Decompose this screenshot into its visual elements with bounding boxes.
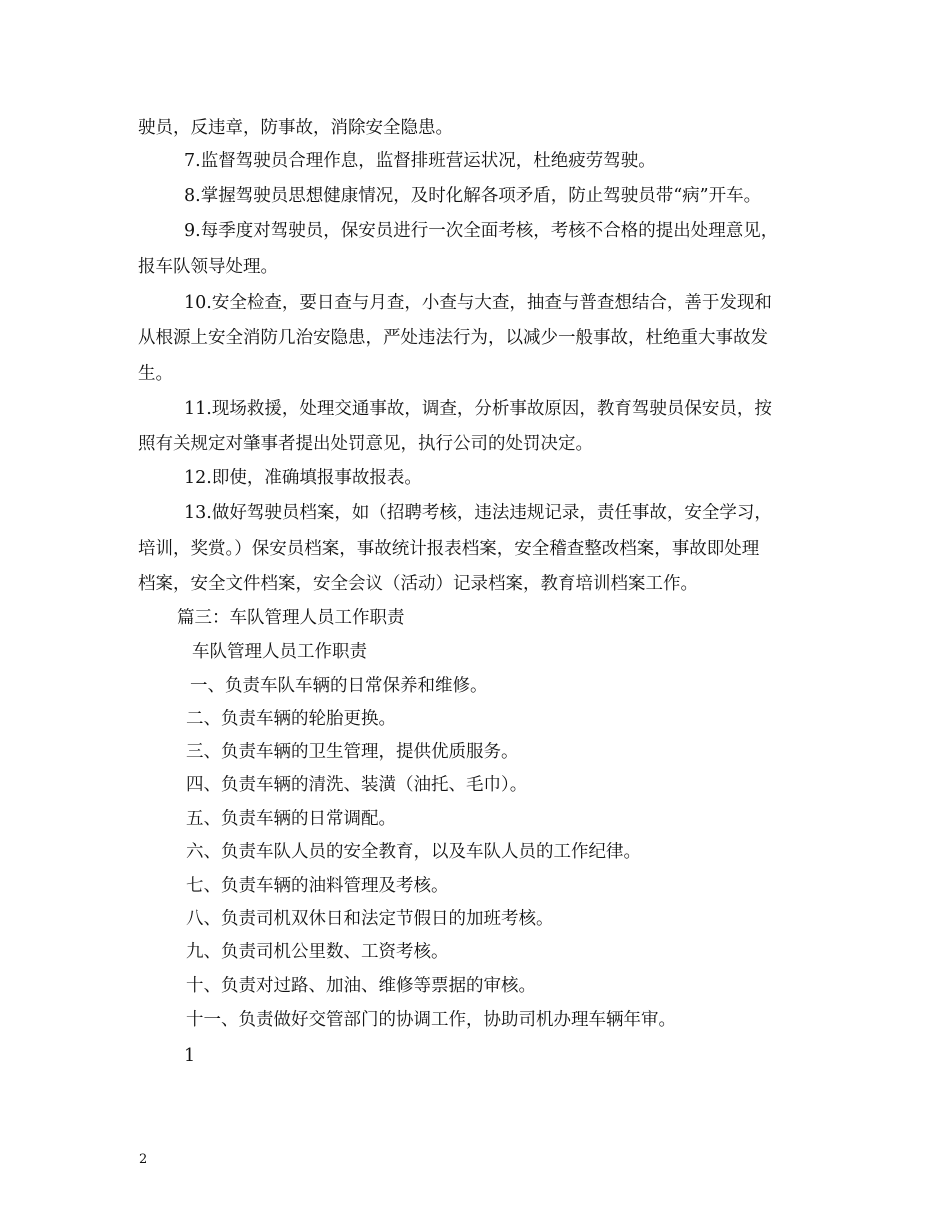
footer-page-number: 2 [139,1152,148,1167]
numbered-item-11: 11.现场救援，处理交通事故，调查，分析事故原因，教育驾驶员保安员，按 [184,399,772,419]
body-text-line: 从根源上安全消防几治安隐患，严处违法行为，以减少一般事故，杜绝重大事故发 [138,328,768,348]
body-text-line: 档案，安全文件档案，安全会议（活动）记录档案，教育培训档案工作。 [138,574,698,594]
list-item: 一、负责车队车辆的日常保养和维修。 [190,676,488,696]
list-item: 五、负责车辆的日常调配。 [186,809,396,829]
section-header: 篇三：车队管理人员工作职责 [177,608,405,628]
numbered-item-8: 8.掌握驾驶员思想健康情况，及时化解各项矛盾，防止驾驶员带“病”开车。 [184,186,762,206]
body-text-line: 照有关规定对肇事者提出处罚意见，执行公司的处罚决定。 [138,434,593,454]
numbered-item-13: 13.做好驾驶员档案，如（招聘考核，违法违规记录，责任事故，安全学习， [184,503,772,523]
body-text-line: 驶员，反违章，防事故，消除安全隐患。 [138,118,453,138]
list-item: 八、负责司机双休日和法定节假日的加班考核。 [186,909,554,929]
list-item: 四、负责车辆的清洗、装潢（油托、毛巾）。 [186,775,528,795]
list-item: 七、负责车辆的油料管理及考核。 [186,876,449,896]
list-item: 十、负责对过路、加油、维修等票据的审核。 [186,976,536,996]
list-item: 十一、负责做好交管部门的协调工作，协助司机办理车辆年审。 [186,1010,676,1030]
body-text-line: 报车队领导处理。 [138,257,278,277]
numbered-item-10: 10.安全检查，要日查与月查，小查与大查，抽查与普查想结合，善于发现和 [184,293,772,313]
list-item: 二、负责车辆的轮胎更换。 [186,709,396,729]
list-item: 六、负责车队人员的安全教育，以及车队人员的工作纪律。 [186,842,641,862]
numbered-item-9: 9.每季度对驾驶员，保安员进行一次全面考核，考核不合格的提出处理意见， [184,221,779,241]
numbered-item-7: 7.监督驾驶员合理作息，监督排班营运状况，杜绝疲劳驾驶。 [184,151,656,171]
list-item: 三、负责车辆的卫生管理，提供优质服务。 [186,742,519,762]
body-text-line: 生。 [138,364,173,384]
list-title: 车队管理人员工作职责 [192,642,367,662]
body-text-line: 培训，奖赏。）保安员档案，事故统计报表档案，安全稽查整改档案，事故即处理 [138,539,760,559]
numbered-item-12: 12.即使，准确填报事故报表。 [184,468,422,488]
list-item: 九、负责司机公里数、工资考核。 [186,942,449,962]
inline-page-number: 1 [184,1046,196,1066]
